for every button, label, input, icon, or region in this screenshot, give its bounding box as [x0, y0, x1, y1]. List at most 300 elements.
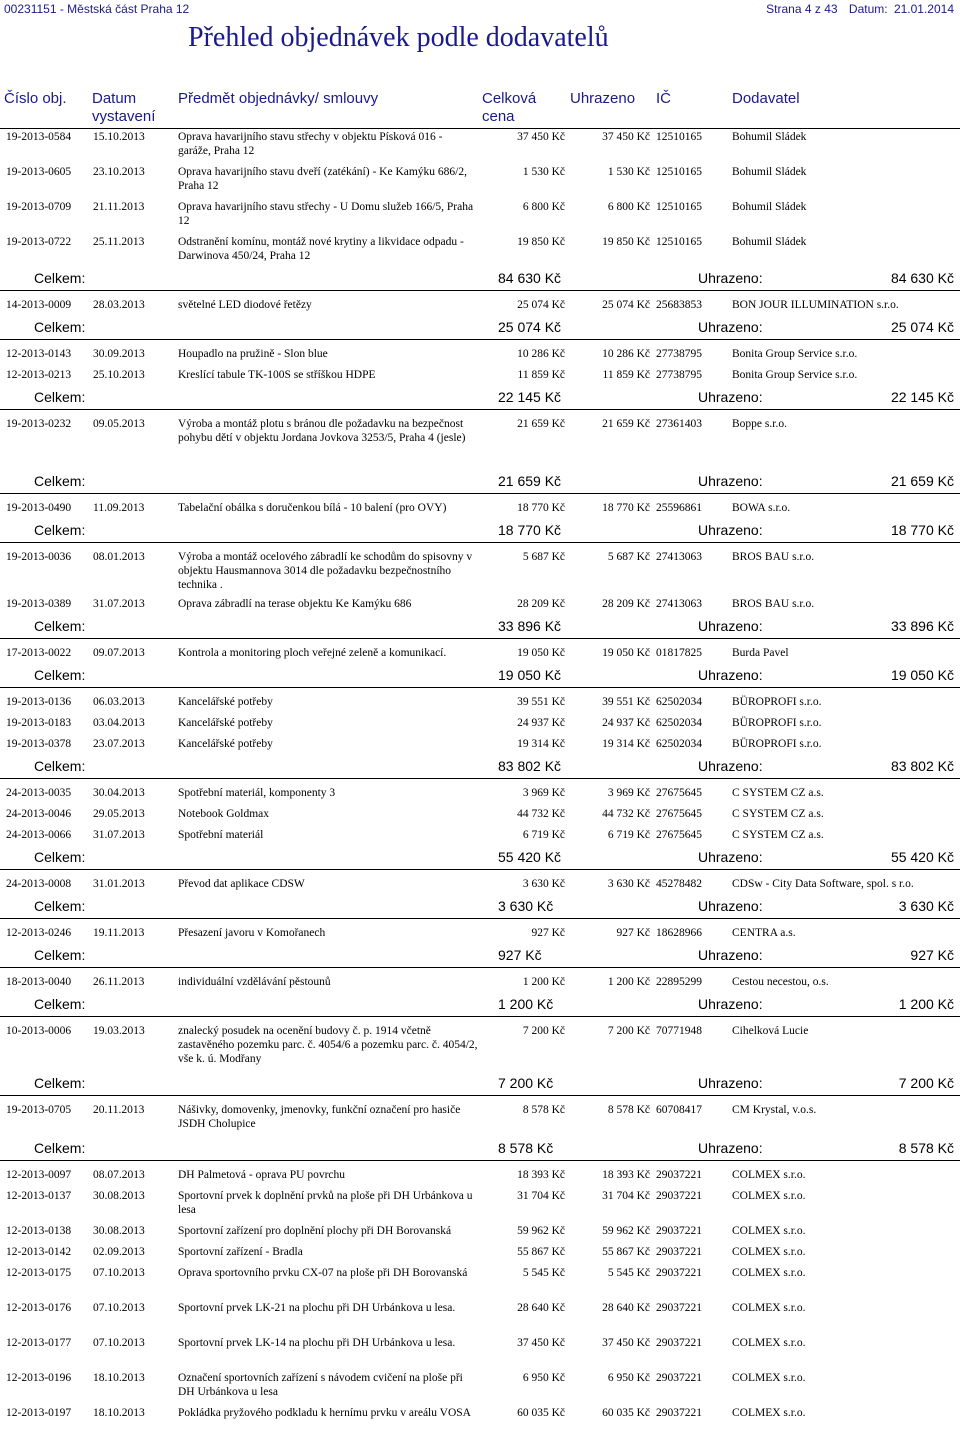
- cell-num: 12-2013-0196: [6, 1372, 72, 1384]
- cell-date: 11.09.2013: [93, 502, 145, 514]
- cell-paid: 55 867 Kč: [602, 1246, 650, 1258]
- table-row: [0, 415, 960, 471]
- cell-date: 20.11.2013: [93, 1104, 145, 1116]
- group-total: [0, 945, 960, 968]
- cell-paid: 18 770 Kč: [602, 502, 650, 514]
- cell-price: 7 200 Kč: [522, 1025, 565, 1037]
- cell-num: 19-2013-0378: [6, 738, 72, 750]
- cell-supplier: Bohumil Sládek: [732, 236, 807, 248]
- cell-supplier: BOWA s.r.o.: [732, 502, 791, 514]
- cell-paid: 37 450 Kč: [602, 131, 650, 143]
- cell-date: 18.10.2013: [93, 1372, 145, 1384]
- paid-label: Uhrazeno:: [698, 270, 763, 286]
- cell-date: 30.04.2013: [93, 787, 145, 799]
- group-total: [0, 471, 960, 494]
- cell-date: 26.11.2013: [93, 976, 145, 988]
- col-ic: IČ: [656, 90, 671, 107]
- cell-price: 927 Kč: [531, 927, 565, 939]
- total-label: Celkem:: [34, 758, 86, 774]
- cell-date: 08.07.2013: [93, 1169, 145, 1181]
- cell-ic: 12510165: [656, 166, 702, 178]
- orders-table: [0, 128, 960, 1439]
- date-label: Datum:: [848, 2, 888, 16]
- group-total: [0, 520, 960, 543]
- cell-price: 60 035 Kč: [517, 1407, 565, 1419]
- paid-amount: 21 659 Kč: [890, 473, 954, 489]
- cell-date: 30.08.2013: [93, 1225, 145, 1237]
- total-label: Celkem:: [34, 473, 86, 489]
- cell-date: 06.03.2013: [93, 696, 145, 708]
- cell-price: 19 850 Kč: [517, 236, 565, 248]
- cell-ic: 45278482: [656, 878, 702, 890]
- cell-supplier: COLMEX s.r.o.: [732, 1225, 806, 1237]
- cell-subject: Kontrola a monitoring ploch veřejné zeleně a komunikací.: [178, 647, 447, 659]
- cell-num: 12-2013-0246: [6, 927, 72, 939]
- cell-subject: Kancelářské potřeby: [178, 696, 273, 708]
- group-total: [0, 665, 960, 688]
- cell-supplier: Bonita Group Service s.r.o.: [732, 348, 858, 360]
- cell-price: 8 578 Kč: [522, 1104, 565, 1116]
- cell-num: 19-2013-0232: [6, 418, 72, 430]
- group-total: [0, 994, 960, 1017]
- cell-num: 19-2013-0136: [6, 696, 72, 708]
- col-price-line1: Celková: [482, 90, 537, 107]
- table-row: [0, 1334, 960, 1369]
- paid-label: Uhrazeno:: [698, 1140, 763, 1156]
- cell-price: 28 209 Kč: [517, 598, 565, 610]
- cell-num: 19-2013-0605: [6, 166, 72, 178]
- cell-ic: 27738795: [656, 369, 702, 381]
- cell-ic: 29037221: [656, 1225, 702, 1237]
- cell-num: 19-2013-0490: [6, 502, 72, 514]
- cell-num: 12-2013-0177: [6, 1337, 72, 1349]
- group-total: [0, 387, 960, 410]
- page-number: Strana 4 z 43: [766, 2, 838, 16]
- cell-paid: 59 962 Kč: [602, 1225, 650, 1237]
- paid-label: Uhrazeno:: [698, 389, 763, 405]
- cell-num: 12-2013-0097: [6, 1169, 72, 1181]
- table-row: [0, 1022, 960, 1073]
- col-date-line2: vystavení: [92, 108, 156, 125]
- cell-supplier: Cestou necestou, o.s.: [732, 976, 829, 988]
- paid-amount: 33 896 Kč: [890, 618, 954, 634]
- cell-paid: 25 074 Kč: [602, 299, 650, 311]
- organization-header: 00231151 - Městská část Praha 12: [4, 2, 190, 16]
- total-amount: 22 145 Kč: [498, 389, 562, 405]
- cell-price: 18 770 Kč: [517, 502, 565, 514]
- cell-supplier: BÜROPROFI s.r.o.: [732, 696, 822, 708]
- cell-ic: 62502034: [656, 696, 702, 708]
- cell-ic: 29037221: [656, 1267, 702, 1279]
- paid-label: Uhrazeno:: [698, 522, 763, 538]
- total-amount: 84 630 Kč: [498, 270, 562, 286]
- col-date-line1: Datum: [92, 90, 137, 107]
- group-total: [0, 317, 960, 340]
- cell-paid: 19 314 Kč: [602, 738, 650, 750]
- cell-ic: 12510165: [656, 201, 702, 213]
- cell-num: 19-2013-0183: [6, 717, 72, 729]
- cell-ic: 29037221: [656, 1246, 702, 1258]
- cell-subject: znalecký posudek na ocenění budovy č. p. 1914 včetně zastavěného pozemku parc. č. 4054/6 a pozemku parc. č. 4054/2, vše k. ú. Modřany: [178, 1025, 478, 1065]
- cell-paid: 927 Kč: [616, 927, 650, 939]
- cell-subject: Oprava havarijního stavu střechy v objektu Písková 016 - garáže, Praha 12: [178, 131, 443, 157]
- cell-price: 19 314 Kč: [517, 738, 565, 750]
- paid-amount: 3 630 Kč: [898, 898, 954, 914]
- cell-num: 12-2013-0197: [6, 1407, 72, 1419]
- cell-num: 12-2013-0176: [6, 1302, 72, 1314]
- paid-amount: 25 074 Kč: [890, 319, 954, 335]
- cell-ic: 27675645: [656, 787, 702, 799]
- table-row: [0, 296, 960, 317]
- total-label: Celkem:: [34, 667, 86, 683]
- total-label: Celkem:: [34, 522, 86, 538]
- cell-num: 24-2013-0066: [6, 829, 72, 841]
- table-row: [0, 784, 960, 805]
- cell-supplier: BÜROPROFI s.r.o.: [732, 738, 822, 750]
- total-amount: 1 200 Kč: [498, 996, 554, 1012]
- cell-subject: Pokládka pryžového podkladu k hernímu prvku v areálu VOSA: [178, 1407, 471, 1419]
- table-row: [0, 1369, 960, 1404]
- table-row: [0, 128, 960, 163]
- cell-ic: 12510165: [656, 131, 702, 143]
- cell-paid: 6 950 Kč: [607, 1372, 650, 1384]
- cell-ic: 29037221: [656, 1337, 702, 1349]
- cell-price: 55 867 Kč: [517, 1246, 565, 1258]
- paid-label: Uhrazeno:: [698, 1075, 763, 1091]
- cell-date: 23.07.2013: [93, 738, 145, 750]
- total-amount: 7 200 Kč: [498, 1075, 554, 1091]
- cell-price: 6 950 Kč: [522, 1372, 565, 1384]
- cell-ic: 25596861: [656, 502, 702, 514]
- cell-price: 31 704 Kč: [517, 1190, 565, 1202]
- cell-paid: 31 704 Kč: [602, 1190, 650, 1202]
- table-row: [0, 805, 960, 826]
- cell-date: 19.11.2013: [93, 927, 145, 939]
- cell-ic: 62502034: [656, 738, 702, 750]
- total-amount: 927 Kč: [498, 947, 542, 963]
- page-info: [758, 2, 954, 16]
- cell-date: 21.11.2013: [93, 201, 145, 213]
- table-row: [0, 1166, 960, 1187]
- cell-subject: Sportovní prvek k doplnění prvků na ploše při DH Urbánkova u lesa: [178, 1190, 473, 1216]
- col-date: [92, 90, 155, 126]
- cell-num: 12-2013-0175: [6, 1267, 72, 1279]
- cell-num: 19-2013-0389: [6, 598, 72, 610]
- table-row: [0, 366, 960, 387]
- cell-subject: Oprava havarijního stavu střechy - U Domu služeb 166/5, Praha 12: [178, 201, 474, 227]
- table-row: [0, 198, 960, 233]
- table-row: [0, 1243, 960, 1264]
- cell-num: 19-2013-0722: [6, 236, 72, 248]
- cell-date: 25.11.2013: [93, 236, 145, 248]
- cell-price: 6 800 Kč: [522, 201, 565, 213]
- paid-label: Uhrazeno:: [698, 849, 763, 865]
- table-row: [0, 548, 960, 595]
- cell-subject: Spotřební materiál, komponenty 3: [178, 787, 336, 799]
- cell-supplier: COLMEX s.r.o.: [732, 1169, 806, 1181]
- cell-date: 31.01.2013: [93, 878, 145, 890]
- cell-price: 44 732 Kč: [517, 808, 565, 820]
- cell-ic: 22895299: [656, 976, 702, 988]
- cell-paid: 18 393 Kč: [602, 1169, 650, 1181]
- cell-paid: 6 719 Kč: [607, 829, 650, 841]
- total-label: Celkem:: [34, 1075, 86, 1091]
- cell-date: 31.07.2013: [93, 829, 145, 841]
- total-label: Celkem:: [34, 1140, 86, 1156]
- cell-paid: 8 578 Kč: [607, 1104, 650, 1116]
- total-amount: 55 420 Kč: [498, 849, 562, 865]
- report-date: 21.01.2014: [893, 2, 954, 16]
- cell-price: 25 074 Kč: [517, 299, 565, 311]
- paid-label: Uhrazeno:: [698, 996, 763, 1012]
- total-amount: 33 896 Kč: [498, 618, 562, 634]
- cell-subject: DH Palmetová - oprava PU povrchu: [178, 1169, 346, 1181]
- cell-subject: Oprava sportovního prvku CX-07 na ploše při DH Borovanská: [178, 1267, 468, 1279]
- cell-date: 07.10.2013: [93, 1302, 145, 1314]
- paid-amount: 83 802 Kč: [890, 758, 954, 774]
- cell-supplier: CM Krystal, v.o.s.: [732, 1104, 817, 1116]
- cell-paid: 6 800 Kč: [607, 201, 650, 213]
- cell-price: 28 640 Kč: [517, 1302, 565, 1314]
- table-row: [0, 1222, 960, 1243]
- group-total: [0, 616, 960, 639]
- cell-paid: 44 732 Kč: [602, 808, 650, 820]
- col-number: Číslo obj.: [4, 90, 67, 107]
- cell-price: 1 530 Kč: [522, 166, 565, 178]
- total-label: Celkem:: [34, 618, 86, 634]
- cell-date: 29.05.2013: [93, 808, 145, 820]
- group-total: [0, 847, 960, 870]
- total-amount: 21 659 Kč: [498, 473, 562, 489]
- cell-supplier: Bohumil Sládek: [732, 201, 807, 213]
- cell-price: 19 050 Kč: [517, 647, 565, 659]
- cell-supplier: COLMEX s.r.o.: [732, 1190, 806, 1202]
- cell-paid: 10 286 Kč: [602, 348, 650, 360]
- cell-paid: 28 209 Kč: [602, 598, 650, 610]
- cell-ic: 29037221: [656, 1407, 702, 1419]
- cell-subject: Notebook Goldmax: [178, 808, 270, 820]
- group-total: [0, 756, 960, 779]
- cell-num: 12-2013-0143: [6, 348, 72, 360]
- cell-supplier: C SYSTEM CZ a.s.: [732, 808, 824, 820]
- cell-subject: Oprava havarijního stavu dveří (zatékání) - Ke Kamýku 686/2, Praha 12: [178, 166, 467, 192]
- cell-ic: 29037221: [656, 1302, 702, 1314]
- cell-subject: světelné LED diodové řetězy: [178, 299, 312, 311]
- total-amount: 8 578 Kč: [498, 1140, 554, 1156]
- cell-paid: 60 035 Kč: [602, 1407, 650, 1419]
- cell-supplier: COLMEX s.r.o.: [732, 1407, 806, 1419]
- cell-supplier: BROS BAU s.r.o.: [732, 598, 815, 610]
- cell-paid: 24 937 Kč: [602, 717, 650, 729]
- cell-supplier: COLMEX s.r.o.: [732, 1337, 806, 1349]
- cell-subject: Výroba a montáž ocelového zábradlí ke schodům do spisovny v objektu Hausmannova 3014 dle požadavku bezpečnostního technika .: [178, 551, 473, 591]
- cell-ic: 27675645: [656, 808, 702, 820]
- cell-supplier: COLMEX s.r.o.: [732, 1372, 806, 1384]
- cell-num: 12-2013-0213: [6, 369, 72, 381]
- cell-price: 18 393 Kč: [517, 1169, 565, 1181]
- cell-subject: individuální vzdělávání pěstounů: [178, 976, 331, 988]
- total-label: Celkem:: [34, 947, 86, 963]
- cell-price: 3 630 Kč: [522, 878, 565, 890]
- cell-date: 30.09.2013: [93, 348, 145, 360]
- cell-supplier: Boppe s.r.o.: [732, 418, 787, 430]
- cell-date: 08.01.2013: [93, 551, 145, 563]
- cell-supplier: Cihelková Lucie: [732, 1025, 809, 1037]
- col-price: [482, 90, 536, 126]
- cell-price: 39 551 Kč: [517, 696, 565, 708]
- cell-num: 19-2013-0705: [6, 1104, 72, 1116]
- cell-price: 21 659 Kč: [517, 418, 565, 430]
- cell-subject: Kreslící tabule TK-100S se stříškou HDPE: [178, 369, 376, 381]
- cell-num: 19-2013-0036: [6, 551, 72, 563]
- table-row: [0, 735, 960, 756]
- cell-paid: 5 687 Kč: [607, 551, 650, 563]
- cell-price: 3 969 Kč: [522, 787, 565, 799]
- cell-ic: 27413063: [656, 551, 702, 563]
- cell-price: 11 859 Kč: [517, 369, 565, 381]
- total-label: Celkem:: [34, 996, 86, 1012]
- table-row: [0, 595, 960, 616]
- cell-paid: 3 630 Kč: [607, 878, 650, 890]
- cell-num: 24-2013-0008: [6, 878, 72, 890]
- paid-amount: 18 770 Kč: [890, 522, 954, 538]
- cell-date: 28.03.2013: [93, 299, 145, 311]
- column-header: [0, 88, 960, 129]
- total-amount: 3 630 Kč: [498, 898, 554, 914]
- cell-ic: 27738795: [656, 348, 702, 360]
- table-row: [0, 644, 960, 665]
- cell-supplier: C SYSTEM CZ a.s.: [732, 787, 824, 799]
- cell-supplier: Burda Pavel: [732, 647, 789, 659]
- cell-date: 09.05.2013: [93, 418, 145, 430]
- cell-date: 30.08.2013: [93, 1190, 145, 1202]
- cell-supplier: BON JOUR ILLUMINATION s.r.o.: [732, 299, 899, 311]
- cell-paid: 28 640 Kč: [602, 1302, 650, 1314]
- cell-ic: 29037221: [656, 1372, 702, 1384]
- cell-date: 18.10.2013: [93, 1407, 145, 1419]
- cell-subject: Převod dat aplikace CDSW: [178, 878, 305, 890]
- cell-subject: Sportovní prvek LK-21 na plochu při DH Urbánkova u lesa.: [178, 1302, 456, 1314]
- cell-subject: Kancelářské potřeby: [178, 738, 273, 750]
- cell-supplier: Bonita Group Service s.r.o.: [732, 369, 858, 381]
- total-amount: 19 050 Kč: [498, 667, 562, 683]
- table-row: [0, 1264, 960, 1299]
- cell-price: 6 719 Kč: [522, 829, 565, 841]
- cell-subject: Nášivky, domovenky, jmenovky, funkční označení pro hasiče JSDH Cholupice: [178, 1104, 461, 1130]
- cell-num: 19-2013-0584: [6, 131, 72, 143]
- total-label: Celkem:: [34, 898, 86, 914]
- cell-price: 1 200 Kč: [522, 976, 565, 988]
- cell-paid: 19 850 Kč: [602, 236, 650, 248]
- cell-supplier: C SYSTEM CZ a.s.: [732, 829, 824, 841]
- cell-date: 25.10.2013: [93, 369, 145, 381]
- cell-num: 19-2013-0709: [6, 201, 72, 213]
- table-row: [0, 345, 960, 366]
- paid-label: Uhrazeno:: [698, 898, 763, 914]
- paid-amount: 7 200 Kč: [898, 1075, 954, 1091]
- col-price-line2: cena: [482, 108, 515, 125]
- table-row: [0, 973, 960, 994]
- cell-ic: 70771948: [656, 1025, 702, 1037]
- total-label: Celkem:: [34, 319, 86, 335]
- cell-num: 18-2013-0040: [6, 976, 72, 988]
- cell-supplier: COLMEX s.r.o.: [732, 1267, 806, 1279]
- cell-date: 02.09.2013: [93, 1246, 145, 1258]
- cell-num: 24-2013-0035: [6, 787, 72, 799]
- cell-date: 07.10.2013: [93, 1267, 145, 1279]
- cell-subject: Houpadlo na pružině - Slon blue: [178, 348, 328, 360]
- cell-num: 14-2013-0009: [6, 299, 72, 311]
- paid-amount: 8 578 Kč: [898, 1140, 954, 1156]
- paid-label: Uhrazeno:: [698, 618, 763, 634]
- total-label: Celkem:: [34, 849, 86, 865]
- cell-num: 24-2013-0046: [6, 808, 72, 820]
- cell-paid: 7 200 Kč: [607, 1025, 650, 1037]
- cell-subject: Sportovní prvek LK-14 na plochu při DH Urbánkova u lesa.: [178, 1337, 456, 1349]
- cell-date: 07.10.2013: [93, 1337, 145, 1349]
- total-label: Celkem:: [34, 270, 86, 286]
- cell-price: 59 962 Kč: [517, 1225, 565, 1237]
- cell-price: 10 286 Kč: [517, 348, 565, 360]
- cell-subject: Kancelářské potřeby: [178, 717, 273, 729]
- table-row: [0, 163, 960, 198]
- cell-paid: 5 545 Kč: [607, 1267, 650, 1279]
- cell-ic: 25683853: [656, 299, 702, 311]
- cell-ic: 29037221: [656, 1190, 702, 1202]
- table-row: [0, 826, 960, 847]
- cell-supplier: COLMEX s.r.o.: [732, 1302, 806, 1314]
- page-title: Přehled objednávek podle dodavatelů: [188, 22, 609, 53]
- total-amount: 25 074 Kč: [498, 319, 562, 335]
- cell-paid: 39 551 Kč: [602, 696, 650, 708]
- total-amount: 18 770 Kč: [498, 522, 562, 538]
- col-subject: Předmět objednávky/ smlouvy: [178, 90, 379, 107]
- group-total: [0, 1138, 960, 1161]
- cell-ic: 27675645: [656, 829, 702, 841]
- table-row: [0, 1299, 960, 1334]
- group-total: [0, 1073, 960, 1096]
- cell-num: 12-2013-0138: [6, 1225, 72, 1237]
- table-row: [0, 875, 960, 896]
- col-supplier: Dodavatel: [732, 90, 800, 107]
- cell-date: 19.03.2013: [93, 1025, 145, 1037]
- paid-label: Uhrazeno:: [698, 473, 763, 489]
- cell-ic: 62502034: [656, 717, 702, 729]
- cell-price: 5 687 Kč: [522, 551, 565, 563]
- cell-price: 37 450 Kč: [517, 131, 565, 143]
- paid-amount: 84 630 Kč: [890, 270, 954, 286]
- paid-amount: 1 200 Kč: [898, 996, 954, 1012]
- cell-subject: Sportovní zařízení - Bradla: [178, 1246, 303, 1258]
- table-row: [0, 1101, 960, 1138]
- cell-supplier: COLMEX s.r.o.: [732, 1246, 806, 1258]
- cell-ic: 60708417: [656, 1104, 702, 1116]
- table-row: [0, 499, 960, 520]
- paid-amount: 22 145 Kč: [890, 389, 954, 405]
- cell-paid: 3 969 Kč: [607, 787, 650, 799]
- cell-date: 15.10.2013: [93, 131, 145, 143]
- cell-paid: 1 200 Kč: [607, 976, 650, 988]
- cell-date: 09.07.2013: [93, 647, 145, 659]
- cell-subject: Oprava zábradlí na terase objektu Ke Kamýku 686: [178, 598, 412, 610]
- cell-ic: 12510165: [656, 236, 702, 248]
- cell-num: 12-2013-0137: [6, 1190, 72, 1202]
- table-row: [0, 693, 960, 714]
- cell-paid: 37 450 Kč: [602, 1337, 650, 1349]
- cell-subject: Spotřební materiál: [178, 829, 264, 841]
- table-row: [0, 1404, 960, 1439]
- table-row: [0, 714, 960, 735]
